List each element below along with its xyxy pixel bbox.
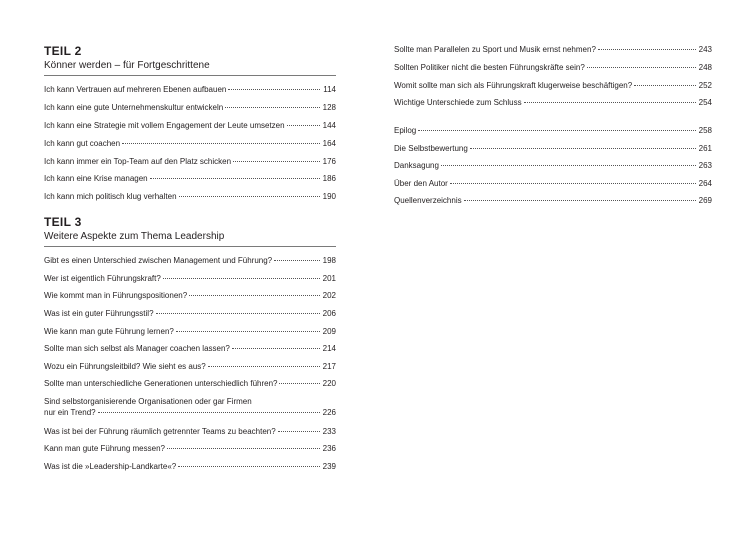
toc-entry[interactable]: Quellenverzeichnis 269 — [394, 196, 712, 205]
toc-entry[interactable]: Epilog 258 — [394, 126, 712, 135]
toc-entry[interactable]: Sollte man sich selbst als Manager coachen lassen? 214 — [44, 344, 336, 353]
toc-entry[interactable]: Danksagung 263 — [394, 161, 712, 170]
toc-entry[interactable]: Wozu ein Führungsleitbild? Wie sieht es aus? 217 — [44, 362, 336, 371]
toc-entry[interactable]: Ich kann eine Krise managen 186 — [44, 174, 336, 183]
toc-entry[interactable]: Ich kann mich politisch klug verhalten 190 — [44, 192, 336, 201]
toc-entry[interactable]: Ich kann eine Strategie mit vollem Engagement der Leute umsetzen 144 — [44, 121, 336, 130]
right-page — [394, 0, 712, 545]
part-2-title: TEIL 2 — [44, 44, 82, 58]
toc-entry[interactable]: Wie kann man gute Führung lernen? 209 — [44, 327, 336, 336]
part-3-subtitle: Weitere Aspekte zum Thema Leadership — [44, 231, 336, 247]
toc-entry[interactable]: Sollte man unterschiedliche Generationen unterschiedlich führen? 220 — [44, 379, 336, 388]
toc-entry[interactable]: Was ist bei der Führung räumlich getrennter Teams zu beachten? 233 — [44, 427, 336, 436]
part-3-title: TEIL 3 — [44, 215, 82, 229]
toc-entry[interactable]: Gibt es einen Unterschied zwischen Management und Führung? 198 — [44, 256, 336, 265]
toc-entry[interactable]: Kann man gute Führung messen? 236 — [44, 444, 336, 453]
toc-entry[interactable]: Was ist ein guter Führungsstil? 206 — [44, 309, 336, 318]
toc-entry[interactable]: Über den Autor 264 — [394, 179, 712, 188]
toc-entry[interactable]: Sollte man Parallelen zu Sport und Musik ernst nehmen? 243 — [394, 45, 712, 54]
toc-entry[interactable]: Ich kann Vertrauen auf mehreren Ebenen aufbauen 114 — [44, 85, 336, 94]
toc-entry[interactable]: Womit sollte man sich als Führungskraft klugerweise beschäftigen? 252 — [394, 81, 712, 90]
toc-entry[interactable]: Sollten Politiker nicht die besten Führungskräfte sein? 248 — [394, 63, 712, 72]
toc-entry[interactable]: Sind selbstorganisierende Organisationen oder gar Firmen nur ein Trend? 226 — [44, 397, 336, 417]
toc-entry[interactable]: Ich kann eine gute Unternehmenskultur entwickeln 128 — [44, 103, 336, 112]
left-page — [44, 0, 336, 545]
toc-entry[interactable]: Wer ist eigentlich Führungskraft? 201 — [44, 274, 336, 283]
toc-entry[interactable]: Die Selbstbewertung 261 — [394, 144, 712, 153]
part-2-subtitle: Könner werden – für Fortgeschrittene — [44, 60, 336, 76]
toc-entry[interactable]: Ich kann gut coachen 164 — [44, 139, 336, 148]
toc-entry[interactable]: Ich kann immer ein Top-Team auf den Platz schicken 176 — [44, 157, 336, 166]
toc-entry[interactable]: Wie kommt man in Führungspositionen? 202 — [44, 291, 336, 300]
toc-entry[interactable]: Wichtige Unterschiede zum Schluss 254 — [394, 98, 712, 107]
toc-entry[interactable]: Was ist die »Leadership-Landkarte«? 239 — [44, 462, 336, 471]
